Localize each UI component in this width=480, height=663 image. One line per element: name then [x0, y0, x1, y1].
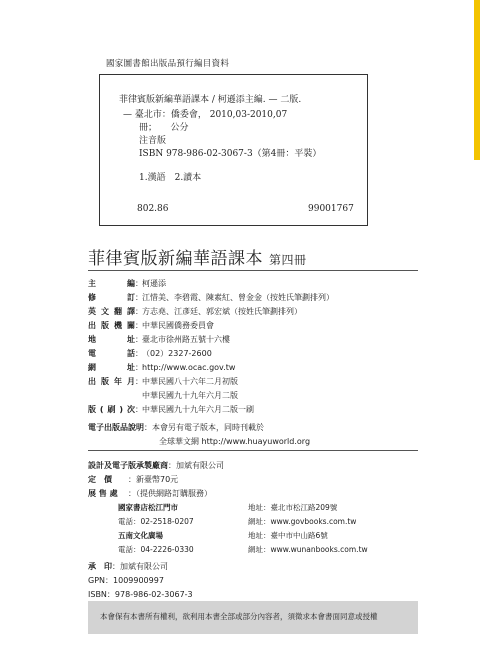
outlet-phone: 電話：04-2226-0330 [118, 545, 194, 554]
book-volume: 第四冊 [269, 253, 307, 267]
credit-label: 網 址 [88, 363, 135, 372]
printer-row: 承 印：加斌有限公司 [88, 562, 168, 571]
credit-value: 中華民國九十九年六月二版 [142, 391, 238, 400]
printer-value: 加斌有限公司 [120, 562, 168, 571]
credit-row: 主 編：柯遜添 [88, 279, 166, 288]
gpn-label: GPN [88, 576, 106, 585]
ebook-label: 電子出版品說明 [88, 423, 144, 432]
gpn-value: 1009900997 [113, 576, 164, 585]
section-divider [88, 450, 418, 451]
sales-row: 展 售 處 ：（提供網路訂購服務） [88, 489, 212, 498]
cip-line-extent: 冊； 公分 [139, 123, 189, 133]
outlet-name: 國家書店松江門市 [118, 503, 178, 512]
credit-row: 修 訂：江惜美、李碧霞、陳素紅、曾金金（按姓氏筆劃排列） [88, 293, 334, 302]
credit-row-continued [142, 390, 238, 401]
cip-heading: 國家圖書館出版品預行編目資料 [106, 59, 230, 69]
title-divider [88, 270, 418, 271]
outlet-address: 地址：臺北市松江路209號 [248, 503, 338, 512]
credit-row: 出版機關：中華民國僑務委員會 [88, 321, 214, 330]
design-row: 設計及電子版承製廠商：加斌有限公司 [88, 461, 224, 470]
cip-line-edition: 注音版 [139, 136, 167, 146]
copyright-notice-box [88, 601, 418, 634]
credit-value: 中華民國九十九年六月二版一刷 [142, 405, 254, 414]
price-row: 定 價 ：新臺幣70元 [88, 475, 179, 484]
credit-value: 中華民國僑務委員會 [142, 321, 214, 330]
sales-value: （提供網路訂購服務） [136, 489, 212, 498]
ebook-url: 全球華文網 http://www.huayuworld.org [159, 437, 311, 446]
credit-label: 出版年月 [88, 377, 135, 386]
price-value: 新臺幣70元 [136, 475, 179, 484]
credit-row: 地 址：臺北市徐州路五號十六樓 [88, 335, 230, 344]
cip-line-subjects: 1.漢語 2.讀本 [139, 173, 202, 183]
cip-record-number: 99001767 [308, 204, 354, 214]
credit-label: 電 話 [88, 349, 135, 358]
credit-row: 網 址：http://www.ocac.gov.tw [88, 363, 236, 372]
credit-value: http://www.ocac.gov.tw [142, 363, 236, 372]
credit-label: 版(刷)次 [88, 405, 135, 414]
credit-value: 方志堯、江彥廷、郭宏斌（按姓氏筆劃排列） [142, 307, 302, 316]
cip-record-box [99, 74, 368, 226]
sales-label: 展 售 處 [88, 489, 118, 498]
outlet-web: 網址：www.govbooks.com.tw [248, 517, 357, 526]
credit-value: （02）2327-2600 [142, 349, 212, 358]
credit-row: 版(刷)次：中華民國九十九年六月二版一刷 [88, 405, 254, 414]
ebook-row: 電子出版品說明：本會另有電子版本，同時刊載於 [88, 423, 264, 432]
cip-line-isbn: ISBN 978-986-02-3067-3（第4冊：平裝） [139, 149, 322, 159]
credit-label: 出版機關 [88, 321, 135, 330]
copyright-notice: 本會保有本書所有權利，欲利用本書全部或部分內容者，須徵求本會書面同意或授權 [100, 612, 378, 621]
printer-label: 承 印 [88, 562, 112, 571]
ebook-line1: 本會另有電子版本，同時刊載於 [152, 423, 264, 432]
credit-label: 英文翻譯 [88, 307, 135, 316]
price-label: 定 價 [88, 475, 112, 484]
credit-label: 主 編 [88, 279, 135, 288]
credit-row: 電 話：（02）2327-2600 [88, 349, 212, 358]
outlet-name: 五南文化廣場 [118, 531, 163, 540]
yellow-edge-bar [474, 0, 480, 160]
credit-value: 臺北市徐州路五號十六樓 [142, 335, 230, 344]
credit-value: 江惜美、李碧霞、陳素紅、曾金金（按姓氏筆劃排列） [142, 293, 334, 302]
credit-value: 中華民國八十六年二月初版 [142, 377, 238, 386]
cip-line-title: 菲律賓版新編華語課本 / 柯遜添主編. — 二版. [119, 95, 302, 105]
credit-label: 修 訂 [88, 293, 135, 302]
cip-line-publisher: — 臺北市：僑委會， 2010,03-2010,07 [123, 110, 288, 120]
design-value: 加斌有限公司 [176, 461, 224, 470]
isbn-value: 978-986-02-3067-3 [114, 590, 193, 599]
outlet-address: 地址：臺中市中山路6號 [248, 531, 328, 540]
outlet-web: 網址：www.wunanbooks.com.tw [248, 545, 368, 554]
isbn-label: ISBN [88, 590, 107, 599]
credit-row: 出版年月：中華民國八十六年二月初版 [88, 377, 238, 386]
outlet-phone: 電話：02-2518-0207 [118, 517, 194, 526]
gpn-row: GPN：1009900997 [88, 576, 164, 585]
book-title [88, 244, 307, 269]
book-title-text: 菲律賓版新編華語課本 [88, 249, 263, 269]
credit-label: 地 址 [88, 335, 135, 344]
isbn-row: ISBN：978-986-02-3067-3 [88, 590, 193, 599]
credit-value: 柯遜添 [142, 279, 166, 288]
credit-row: 英文翻譯：方志堯、江彥廷、郭宏斌（按姓氏筆劃排列） [88, 307, 302, 316]
design-label: 設計及電子版承製廠商 [88, 461, 168, 470]
cip-class-number: 802.86 [137, 204, 169, 214]
